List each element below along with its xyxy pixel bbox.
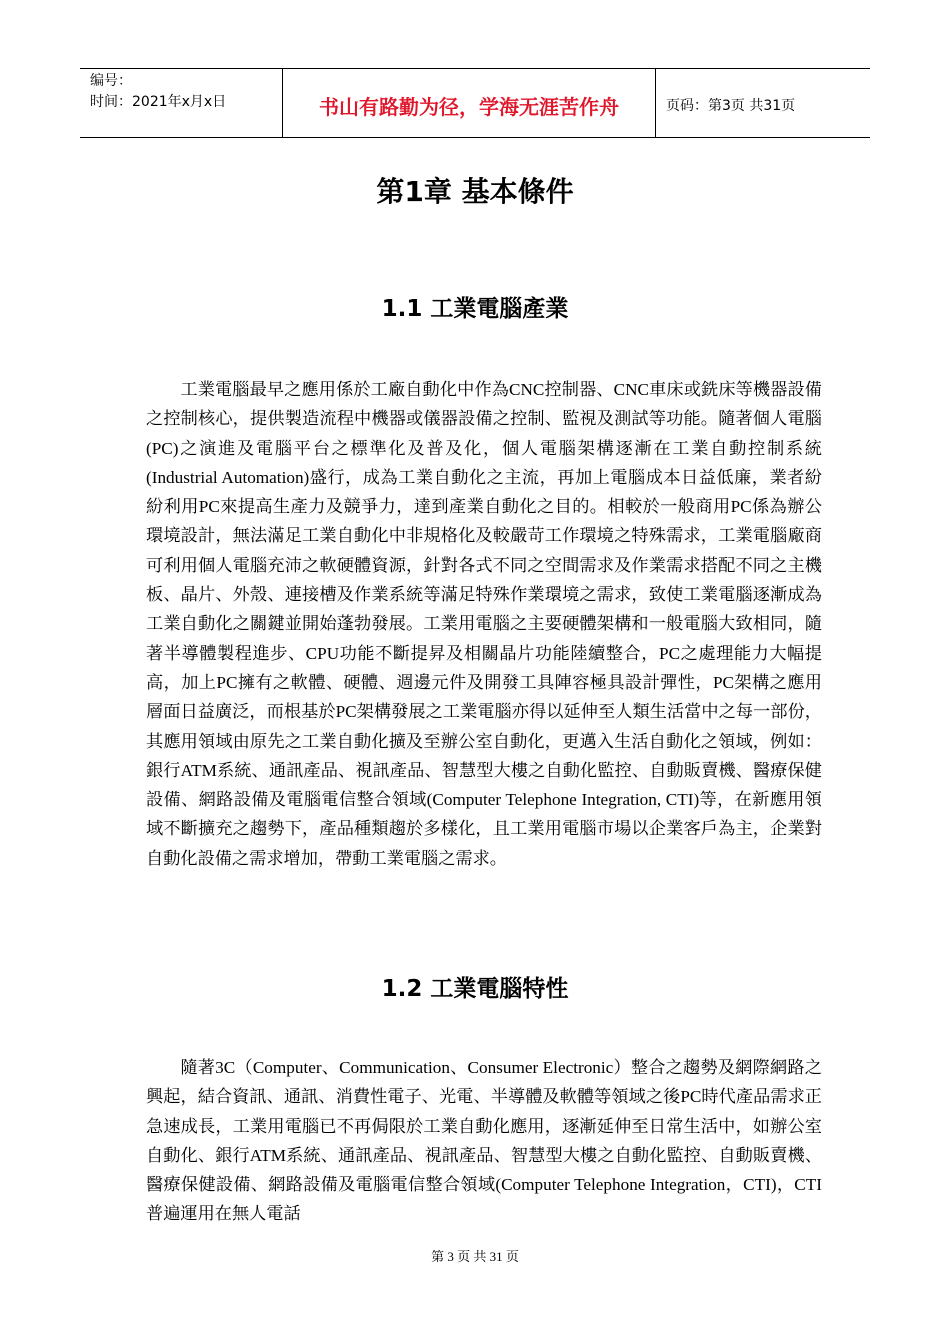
page-header (80, 68, 870, 138)
page-footer: 第 3 页 共 31 页 (431, 1249, 519, 1264)
section-title-1-1: 1.1 工業電腦產業 (381, 296, 569, 322)
section-1-2-body: 隨著3C（Computer、Communication、Consumer Electronic）整合之趨勢及網際網路之興起，結合資訊、通訊、消費性電子、光電、半導體及軟體等領域之後PC時代產品需求正急速成長，工業用電腦已不再侷限於工業自動化應用，逐漸延伸至日常生活中，如辦公室自動化、銀行ATM系統、通訊產品、視訊產品、智慧型大樓之自動化監控、自動販賣機、醫療保健設備、網路設備及電腦電信整合領域(Computer Telephone Integration，CTI)，CTI普遍運用在無人電話 (146, 1058, 822, 1224)
header-meta-cell (80, 69, 283, 137)
document-number-label: 编号： (90, 73, 132, 89)
header-motto: 书山有路勤为径，学海无涯苦作舟 (283, 69, 656, 137)
header-page-info: 页码：第3页 共31页 (666, 98, 796, 114)
chapter-title: 第1章 基本條件 (376, 175, 574, 208)
document-date: 时间：2021年x月x日 (90, 94, 227, 110)
section-1-1-body: 工業電腦最早之應用係於工廠自動化中作為CNC控制器、CNC車床或銑床等機器設備之控制核心，提供製造流程中機器或儀器設備之控制、監視及測試等功能。隨著個人電腦(PC)之演進及電腦平台之標準化及普及化，個人電腦架構逐漸在工業自動控制系統(Industrial Automation)盛行，成為工業自動化之主流，再加上電腦成本日益低廉，業者紛紛利用PC來提高生產力及競爭力，達到產業自動化之目的。相較於一般商用PC係為辦公環境設計，無法滿足工業自動化中非規格化及較嚴苛工作環境之特殊需求，工業電腦廠商可利用個人電腦充沛之軟硬體資源，針對各式不同之空間需求及作業需求搭配不同之主機板、晶片、外殼、連接槽及作業系統等滿足特殊作業環境之需求，致使工業電腦逐漸成為工業自動化之關鍵並開始蓬勃發展。工業用電腦之主要硬體架構和一般電腦大致相同，隨著半導體製程進步、CPU功能不斷提昇及相關晶片功能陸續整合，PC之處理能力大幅提高，加上PC擁有之軟體、硬體、週邊元件及開發工具陣容極具設計彈性，PC架構之應用層面日益廣泛，而根基於PC架構發展之工業電腦亦得以延伸至人類生活當中之每一部份，其應用領域由原先之工業自動化擴及至辦公室自動化，更邁入生活自動化之領域，例如：銀行ATM系統、通訊產品、視訊產品、智慧型大樓之自動化監控、自動販賣機、醫療保健設備、網路設備及電腦電信整合領域(Computer Telephone Integration, CTI)等，在新應用領域不斷擴充之趨勢下，產品種類趨於多樣化，且工業用電腦市場以企業客戶為主，企業對自動化設備之需求增加，帶動工業電腦之需求。 (146, 380, 822, 868)
section-title-1-2: 1.2 工業電腦特性 (381, 976, 569, 1002)
